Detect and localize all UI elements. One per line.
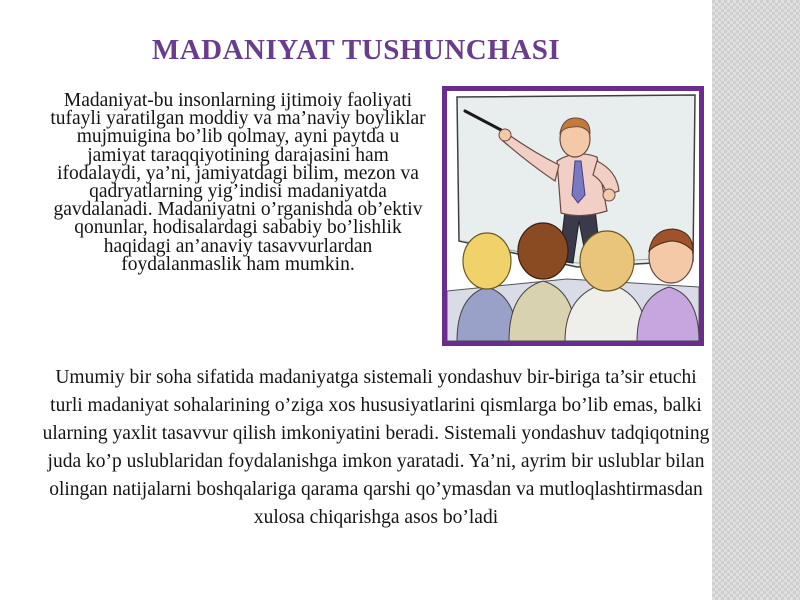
main-paragraph: Umumiy bir soha sifatida madaniyatga sistemali yondashuv bir-biriga ta’sir etuchi turli madaniyat sohalarining o’ziga xos hususiyatlarini qismlarga bo’lib emas, balki ularning yaxlit tasavvur qilish imkoniyatini beradi. Sistemali yondashuv tadqiqotning juda ko’p uslublaridan foydalanishga imkon yaratadi. Ya’ni, ayrim bir uslublar bilan olingan natijalarni boshqalariga qarama qarshi qo’ymasdan va mutloqlashtirmasdan xulosa chiqarishga asos bo’ladi <box>42 367 710 528</box>
decorative-side-band <box>712 0 800 600</box>
teacher-classroom-picture <box>442 86 704 346</box>
teacher-classroom-illustration-icon <box>447 91 699 341</box>
slide-title: MADANIYAT TUSHUNCHASI <box>151 34 561 66</box>
intro-paragraph: Madaniyat-bu insonlarning ijtimoiy faoliyati tufayli yaratilgan moddiy va ma’naviy boyliklar mujmuigina bo’lib qolmay, ayni paytda u jamiyat taraqqiyotining darajasini ham ifodalaydi, ya’ni, jamiyatdagi bilim, mezon va qadryatlarning yig’indisi madaniyatda gavdalanadi. Madaniyatni o’rganishda ob’ektiv qonunlar, hodisalardagi sababiy bo’lishlik haqidagi an’anaviy tasavvurlardan foydalanmaslik ham mumkin. <box>50 90 426 275</box>
